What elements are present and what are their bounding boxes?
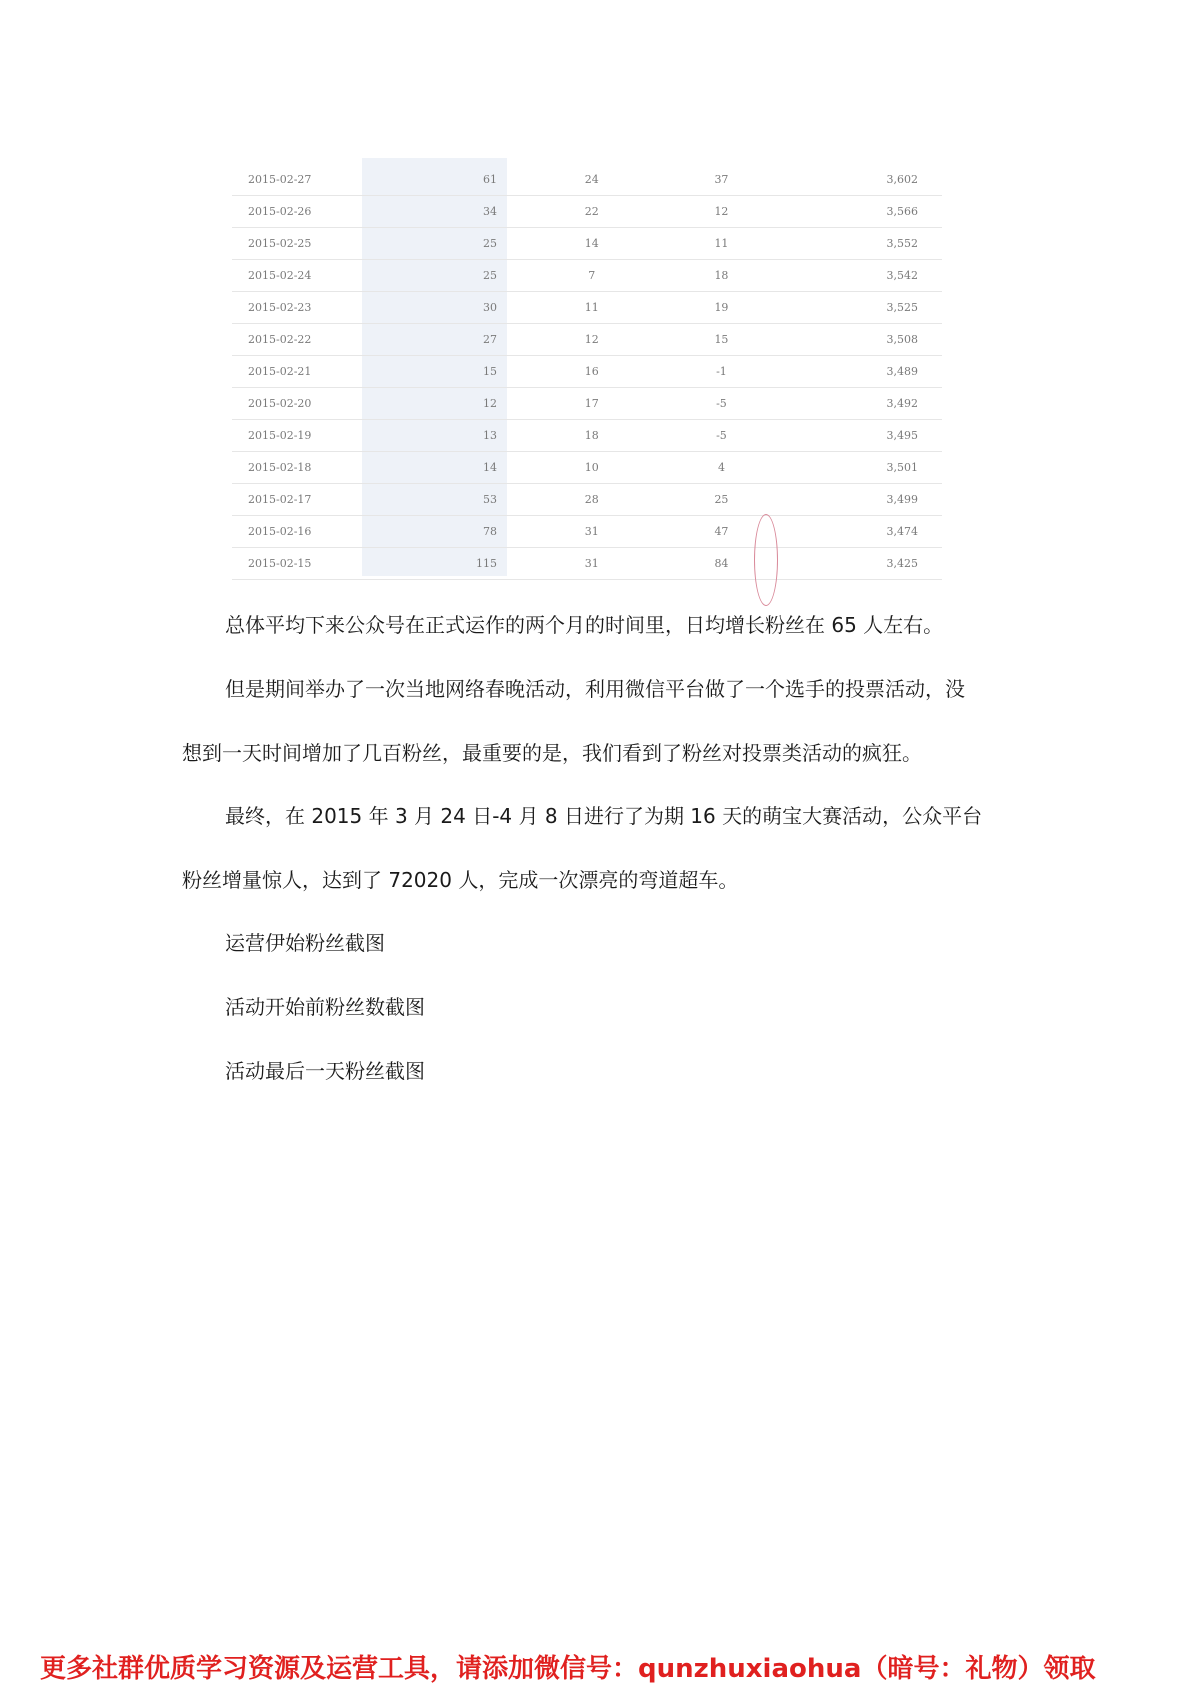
footer-promo-banner: 更多社群优质学习资源及运营工具，请添加微信号：qunzhuxiaohua（暗号：礼物）领取 xyxy=(40,1654,1096,1684)
date-cell: 2015-02-27 xyxy=(232,164,366,196)
date-cell: 2015-02-22 xyxy=(232,324,366,356)
total-fans-cell: 3,566 xyxy=(786,196,942,228)
fans-data-table xyxy=(232,164,942,580)
lost-fans-cell: 31 xyxy=(527,516,657,548)
table-row xyxy=(232,484,942,516)
date-cell: 2015-02-21 xyxy=(232,356,366,388)
lost-fans-cell: 16 xyxy=(527,356,657,388)
net-growth-cell: 12 xyxy=(657,196,787,228)
lost-fans-cell: 7 xyxy=(527,260,657,292)
new-fans-cell: 25 xyxy=(366,228,526,260)
lost-fans-cell: 28 xyxy=(527,484,657,516)
total-fans-cell: 3,525 xyxy=(786,292,942,324)
date-cell: 2015-02-16 xyxy=(232,516,366,548)
caption-pre-event-fans-screenshot: 活动开始前粉丝数截图 xyxy=(225,995,425,1019)
new-fans-cell: 115 xyxy=(366,548,526,580)
lost-fans-cell: 31 xyxy=(527,548,657,580)
total-fans-cell: 3,508 xyxy=(786,324,942,356)
table-row xyxy=(232,292,942,324)
date-cell: 2015-02-19 xyxy=(232,420,366,452)
caption-last-day-fans-screenshot: 活动最后一天粉丝截图 xyxy=(225,1059,425,1083)
net-growth-cell: 11 xyxy=(657,228,787,260)
table-row xyxy=(232,260,942,292)
lost-fans-cell: 24 xyxy=(527,164,657,196)
net-growth-cell: -1 xyxy=(657,356,787,388)
table-row xyxy=(232,164,942,196)
lost-fans-cell: 11 xyxy=(527,292,657,324)
table-row xyxy=(232,420,942,452)
net-growth-cell: 25 xyxy=(657,484,787,516)
total-fans-cell: 3,492 xyxy=(786,388,942,420)
new-fans-cell: 12 xyxy=(366,388,526,420)
paragraph-average-growth: 总体平均下来公众号在正式运作的两个月的时间里，日均增长粉丝在 65 人左右。 xyxy=(225,613,944,637)
paragraph-vote-event-line1: 但是期间举办了一次当地网络春晚活动，利用微信平台做了一个选手的投票活动，没 xyxy=(225,677,965,701)
table-row xyxy=(232,516,942,548)
new-fans-cell: 61 xyxy=(366,164,526,196)
date-cell: 2015-02-23 xyxy=(232,292,366,324)
net-growth-cell: 37 xyxy=(657,164,787,196)
net-growth-cell: 19 xyxy=(657,292,787,324)
date-cell: 2015-02-15 xyxy=(232,548,366,580)
new-fans-cell: 14 xyxy=(366,452,526,484)
total-fans-cell: 3,602 xyxy=(786,164,942,196)
net-growth-cell: 15 xyxy=(657,324,787,356)
net-growth-cell: 4 xyxy=(657,452,787,484)
table-row xyxy=(232,452,942,484)
date-cell: 2015-02-24 xyxy=(232,260,366,292)
new-fans-cell: 53 xyxy=(366,484,526,516)
new-fans-cell: 78 xyxy=(366,516,526,548)
lost-fans-cell: 10 xyxy=(527,452,657,484)
date-cell: 2015-02-20 xyxy=(232,388,366,420)
net-growth-cell: 84 xyxy=(657,548,787,580)
table-row xyxy=(232,388,942,420)
total-fans-cell: 3,489 xyxy=(786,356,942,388)
net-growth-cell: 18 xyxy=(657,260,787,292)
table-row xyxy=(232,548,942,580)
new-fans-cell: 25 xyxy=(366,260,526,292)
fans-data-table-screenshot xyxy=(232,158,942,576)
new-fans-cell: 27 xyxy=(366,324,526,356)
date-cell: 2015-02-25 xyxy=(232,228,366,260)
date-cell: 2015-02-18 xyxy=(232,452,366,484)
lost-fans-cell: 22 xyxy=(527,196,657,228)
net-growth-cell: -5 xyxy=(657,420,787,452)
paragraph-vote-event-line2: 想到一天时间增加了几百粉丝，最重要的是，我们看到了粉丝对投票类活动的疯狂。 xyxy=(182,741,922,765)
table-row xyxy=(232,196,942,228)
new-fans-cell: 34 xyxy=(366,196,526,228)
date-cell: 2015-02-17 xyxy=(232,484,366,516)
new-fans-cell: 30 xyxy=(366,292,526,324)
paragraph-contest-line2: 粉丝增量惊人，达到了 72020 人，完成一次漂亮的弯道超车。 xyxy=(182,868,739,892)
total-fans-cell: 3,552 xyxy=(786,228,942,260)
total-fans-cell: 3,425 xyxy=(786,548,942,580)
lost-fans-cell: 14 xyxy=(527,228,657,260)
table-body xyxy=(232,164,942,580)
lost-fans-cell: 17 xyxy=(527,388,657,420)
net-growth-cell: -5 xyxy=(657,388,787,420)
table-row xyxy=(232,228,942,260)
paragraph-contest-line1: 最终，在 2015 年 3 月 24 日-4 月 8 日进行了为期 16 天的萌宝大赛活动，公众平台 xyxy=(225,804,983,828)
total-fans-cell: 3,501 xyxy=(786,452,942,484)
table-row xyxy=(232,356,942,388)
new-fans-cell: 15 xyxy=(366,356,526,388)
lost-fans-cell: 18 xyxy=(527,420,657,452)
total-fans-cell: 3,495 xyxy=(786,420,942,452)
new-fans-cell: 13 xyxy=(366,420,526,452)
caption-initial-fans-screenshot: 运营伊始粉丝截图 xyxy=(225,931,385,955)
negative-values-circle-annotation xyxy=(754,514,778,606)
total-fans-cell: 3,474 xyxy=(786,516,942,548)
net-growth-cell: 47 xyxy=(657,516,787,548)
lost-fans-cell: 12 xyxy=(527,324,657,356)
table-row xyxy=(232,324,942,356)
total-fans-cell: 3,499 xyxy=(786,484,942,516)
total-fans-cell: 3,542 xyxy=(786,260,942,292)
date-cell: 2015-02-26 xyxy=(232,196,366,228)
